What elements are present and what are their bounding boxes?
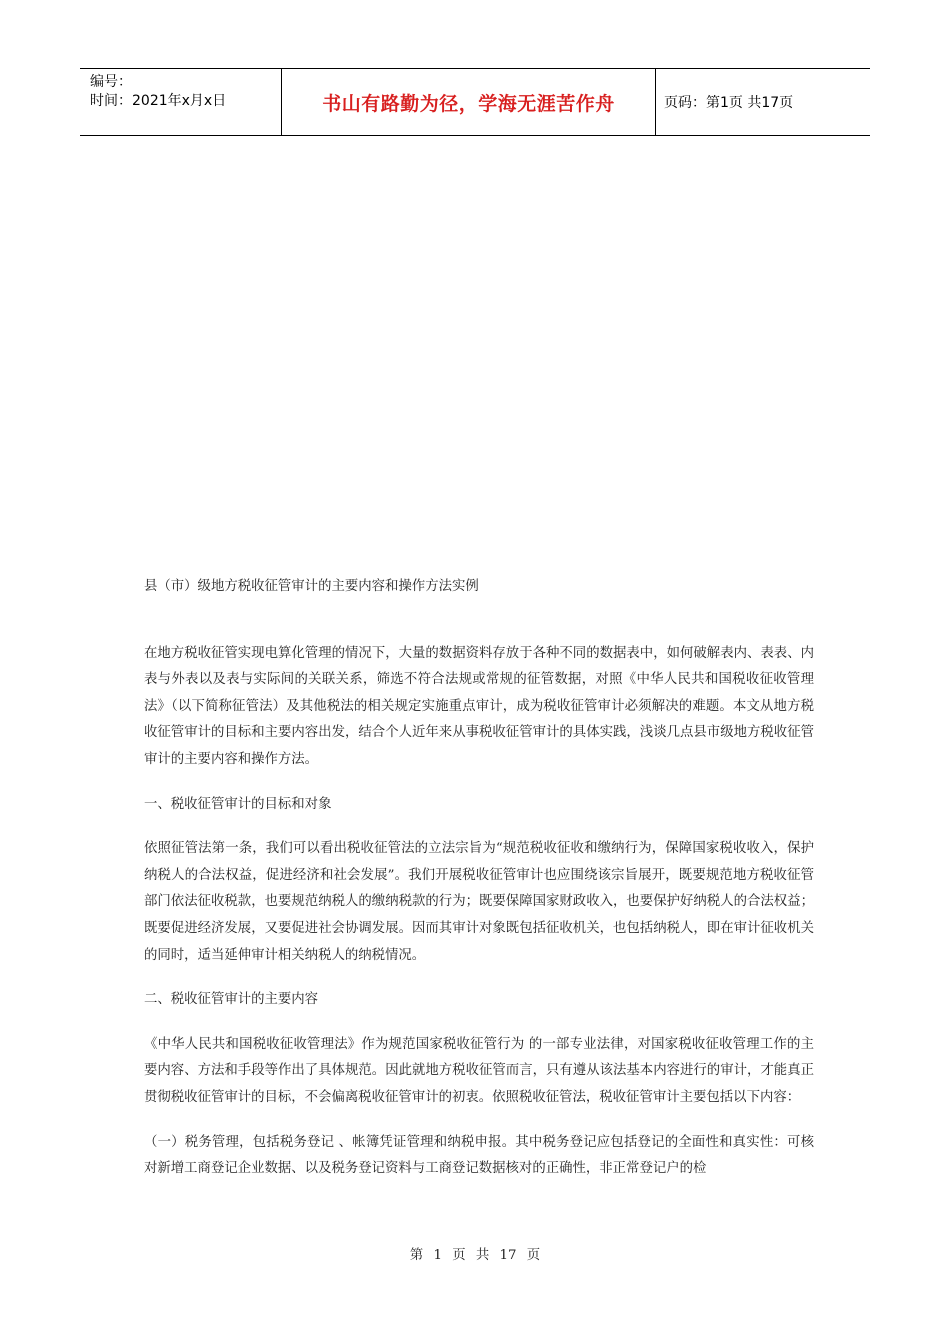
- section-heading-2: 二、税收征管审计的主要内容: [144, 992, 319, 1008]
- section-heading-1: 一、税收征管审计的目标和对象: [144, 796, 332, 812]
- document-title: 县（市）级地方税收征管审计的主要内容和操作方法实例: [144, 579, 479, 594]
- time-label: 时间：2021年x月x日: [90, 93, 227, 109]
- paragraph-intro: 在地方税收征管实现电算化管理的情况下，大量的数据资料存放于各种不同的数据表中，如何破解表内、表表、内表与外表以及表与实际间的关联关系，筛选不符合法规或常规的征管数据，对照《中华人民共和国税收征收管理法》（以下简称征管法）及其他税法的相关规定实施重点审计，成为税收征管审计必须解决的难题。本文从地方税收征管审计的目标和主要内容出发，结合个人近年来从事税收征管审计的具体实践，浅谈几点县市级地方税收征管审计的主要内容和操作方法。: [144, 645, 814, 767]
- paragraph-section-2: 《中华人民共和国税收征收管理法》作为规范国家税收征管行为 的一部专业法律，对国家税收征收管理工作的主要内容、方法和手段等作出了具体规范。因此就地方税收征管而言，只有遵从该法基本内容进行的审计，才能真正贯彻税收征管审计的目标，不会偏离税收征管审计的初衷。依照税收征管法，税收征管审计主要包括以下内容：: [144, 1036, 814, 1105]
- document-body: [144, 574, 814, 1201]
- paragraph-section-1: 依照征管法第一条，我们可以看出税收征管法的立法宗旨为“规范税收征收和缴纳行为，保障国家税收收入，保护纳税人的合法权益，促进经济和社会发展”。我们开展税收征管审计也应围绕该宗旨展开，既要规范地方税收征管部门依法征收税款，也要规范纳税人的缴纳税款的行为；既要保障国家财政收入，也要保护好纳税人的合法权益；既要促进经济发展，又要促进社会协调发展。因而其审计对象既包括征收机关，也包括纳税人，即在审计征收机关的同时，适当延伸审计相关纳税人的纳税情况。: [144, 841, 814, 963]
- page-footer: 第 1 页 共 17 页: [409, 1248, 541, 1263]
- header-motto: 书山有路勤为径，学海无涯苦作舟: [282, 69, 656, 135]
- header-meta: [80, 69, 282, 135]
- number-label: 编号：: [90, 74, 132, 90]
- paragraph-subsection-1: （一）税务管理，包括税务登记 、帐簿凭证管理和纳税申报。其中税务登记应包括登记的全面性和真实性：可核对新增工商登记企业数据、以及税务登记资料与工商登记数据核对的正确性，非正常登记户的检: [144, 1134, 814, 1177]
- header-page-info: 页码：第1页 共17页: [664, 95, 794, 111]
- header-table: [80, 68, 870, 136]
